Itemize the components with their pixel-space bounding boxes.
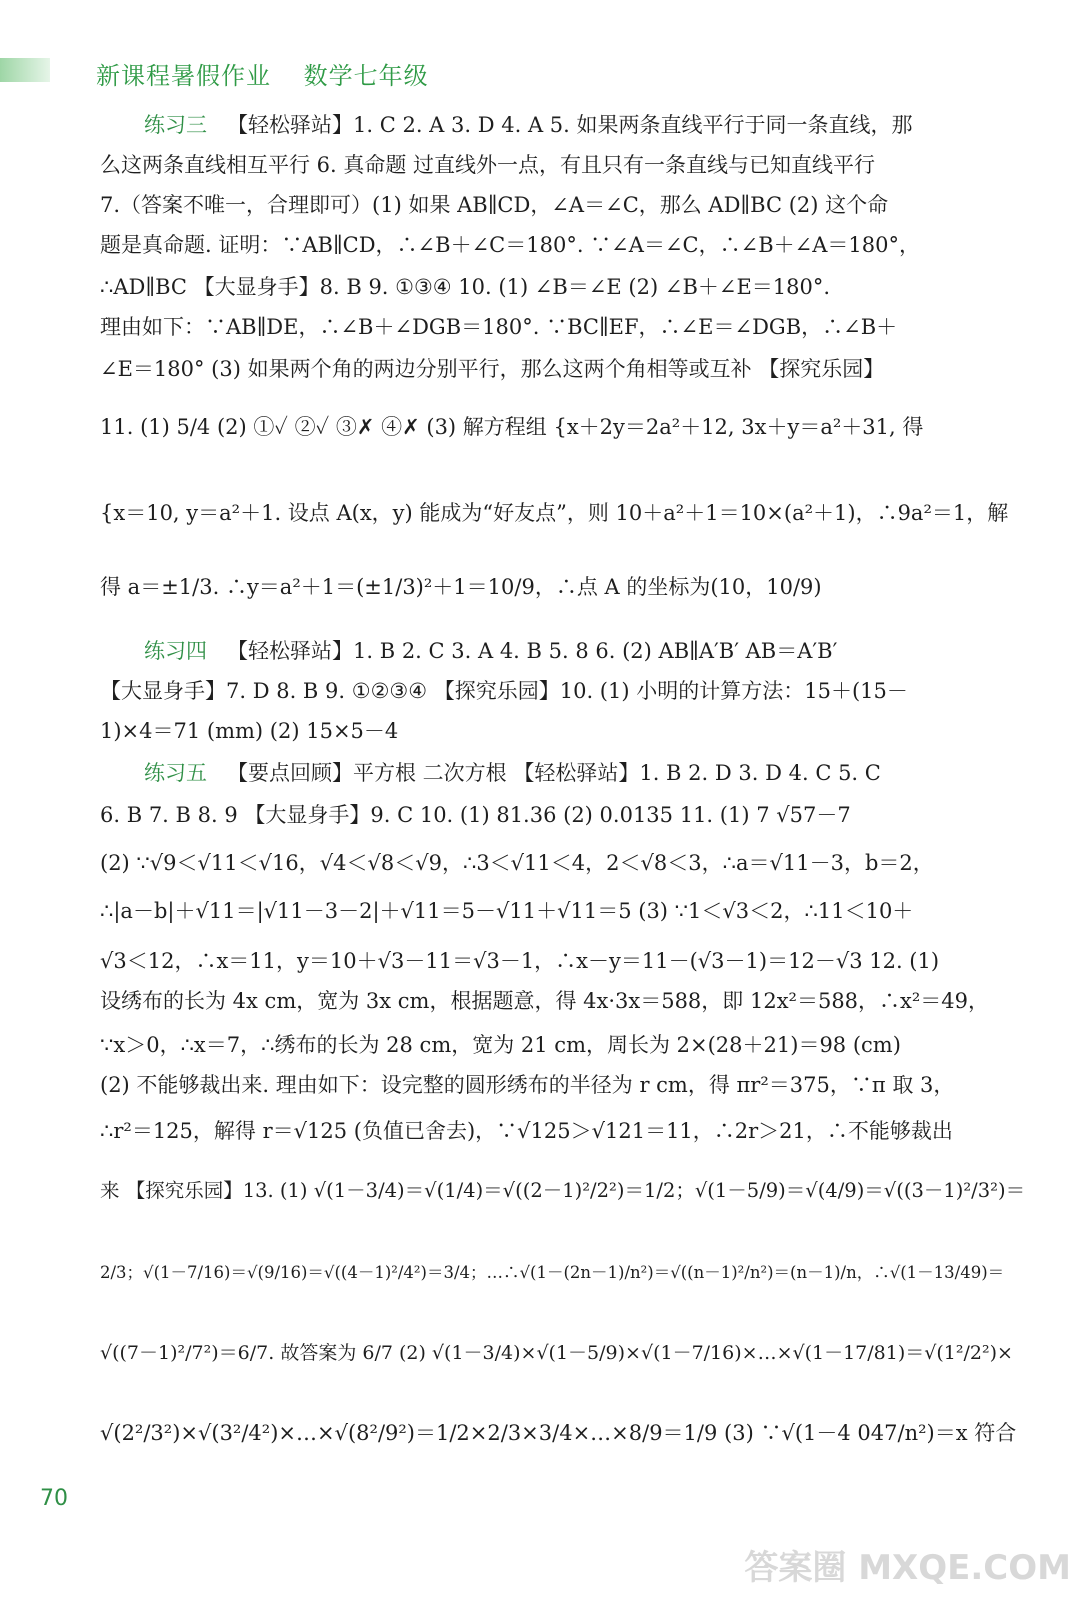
answer-line (100, 676, 1031, 706)
answer-line (100, 636, 1031, 666)
exercise-title: 练习五 (144, 761, 207, 785)
answer-text-line: 2/3；√(1－7/16)＝√(9/16)＝√((4－1)²/4²)＝3/4；…∴√(1－(2n－1)/n²)＝√((n－1)²/n²)＝(n－1)/n，∴√(1－13/49)＝ (100, 1263, 1005, 1282)
header-decoration (0, 58, 50, 82)
answer-line (100, 1070, 1031, 1100)
answer-line (100, 1258, 1031, 1288)
answer-line (100, 896, 1031, 926)
answer-text-line: 1)×4＝71 (mm) (2) 15×5－4 (100, 719, 399, 743)
exercise-title: 练习四 (144, 639, 207, 663)
watermark: 答案圈 MXQE.COM (744, 1548, 1071, 1588)
answer-line (100, 272, 1031, 302)
answer-text-line: 【轻松驿站】1. B 2. C 3. A 4. B 5. 8 6. (2) AB∥A′B′ AB＝A′B′ (227, 639, 838, 663)
answer-text-line: 理由如下：∵AB∥DE，∴∠B＋∠DGB＝180°. ∵BC∥EF，∴∠E＝∠DGB，∴∠B＋ (100, 315, 898, 339)
answer-line (100, 986, 1031, 1016)
answer-line (100, 354, 1031, 384)
answer-text-line: √(2²/3²)×√(3²/4²)×…×√(8²/9²)＝1/2×2/3×3/4×…×8/9＝1/9 (3) ∵√(1－4 047/n²)＝x 符合 (100, 1421, 1017, 1445)
book-title: 新课程暑假作业 (96, 62, 271, 90)
answer-line (100, 1176, 1031, 1206)
answer-line (100, 110, 1031, 140)
answer-text-line: 来 【探究乐园】13. (1) √(1－3/4)＝√(1/4)＝√((2－1)²/2²)＝1/2；√(1－5/9)＝√(4/9)＝√((3－1)²/3²)＝ (100, 1179, 1026, 1202)
answer-line (100, 498, 1031, 528)
answer-text-line: ∵x＞0，∴x＝7，∴绣布的长为 28 cm，宽为 21 cm，周长为 2×(28＋21)＝98 (cm) (100, 1033, 901, 1057)
subject-title: 数学七年级 (303, 62, 429, 90)
answer-line (100, 312, 1031, 342)
answer-line (100, 758, 1031, 788)
answer-text-line: (2) 不能够裁出来. 理由如下：设完整的圆形绣布的半径为 r cm，得 πr²＝375，∵π 取 3， (100, 1073, 955, 1097)
page-number: 70 (40, 1486, 68, 1511)
answer-line (100, 1338, 1031, 1368)
answer-text-line: ∴AD∥BC 【大显身手】8. B 9. ①③④ 10. (1) ∠B＝∠E (2) ∠B＋∠E＝180°. (100, 275, 831, 299)
answer-text-line: ∴|a－b|＋√11＝|√11－3－2|＋√11＝5－√11＋√11＝5 (3) ∵1＜√3＜2，∴11＜10＋ (100, 899, 914, 923)
answer-text-line: ∴r²＝125，解得 r＝√125 (负值已舍去)，∵√125＞√121＝11，∴2r＞21，∴不能够裁出 (100, 1119, 953, 1143)
answer-text-line: √((7－1)²/7²)＝6/7. 故答案为 6/7 (2) √(1－3/4)×√(1－5/9)×√(1－7/16)×…×√(1－17/81)＝√(1²/2²)× (100, 1342, 1013, 1364)
answer-text-line: 【大显身手】7. D 8. B 9. ①②③④ 【探究乐园】10. (1) 小明的计算方法：15＋(15－ (100, 679, 908, 703)
answer-text-line: 6. B 7. B 8. 9 【大显身手】9. C 10. (1) 81.36 (2) 0.0135 11. (1) 7 √57－7 (100, 803, 851, 827)
answer-text-line: 7.（答案不唯一，合理即可）(1) 如果 AB∥CD，∠A＝∠C，那么 AD∥BC (2) 这个命 (100, 193, 889, 217)
answer-text-line: 得 a＝±1/3. ∴y＝a²＋1＝(±1/3)²＋1＝10/9，∴点 A 的坐标为(10，10/9) (100, 575, 822, 599)
answer-text-line: 【要点回顾】平方根 二次方根 【轻松驿站】1. B 2. D 3. D 4. C 5. C (227, 761, 881, 785)
answer-line (100, 412, 1031, 442)
answer-text-line: 设绣布的长为 4x cm，宽为 3x cm，根据题意，得 4x·3x＝588，即 12x²＝588，∴x²＝49， (100, 989, 990, 1013)
answer-line (100, 150, 1031, 180)
exercise-title: 练习三 (144, 113, 207, 137)
answer-text-line: 11. (1) 5/4 (2) ①✓ ②✓ ③✗ ④✗ (3) 解方程组 {x＋2y＝2a²＋12, 3x＋y＝a²＋31, 得 (100, 415, 924, 439)
answer-text-line: √3＜12，∴x＝11，y＝10＋√3－11＝√3－1，∴x－y＝11－(√3－1)＝12－√3 12. (1) (100, 949, 940, 973)
answer-line (100, 572, 1031, 602)
answer-line (100, 190, 1031, 220)
answer-text-line: (2) ∵√9＜√11＜√16，√4＜√8＜√9，∴3＜√11＜4，2＜√8＜3，∴a＝√11－3，b＝2， (100, 851, 934, 875)
answer-text-line: ∠E＝180° (3) 如果两个角的两边分别平行，那么这两个角相等或互补 【探究乐园】 (100, 357, 885, 381)
answer-text-line: 么这两条直线相互平行 6. 真命题 过直线外一点，有且只有一条直线与已知直线平行 (100, 153, 876, 177)
answer-text-line: 【轻松驿站】1. C 2. A 3. D 4. A 5. 如果两条直线平行于同一条直线，那 (227, 113, 913, 137)
answer-line (100, 1116, 1031, 1146)
answer-line (100, 1030, 1031, 1060)
answer-line (100, 800, 1031, 830)
running-header (96, 56, 429, 91)
answer-line (100, 946, 1031, 976)
answer-text-line: {x＝10, y＝a²＋1. 设点 A(x，y) 能成为“好友点”，则 10＋a²＋1＝10×(a²＋1)，∴9a²＝1，解 (100, 501, 1009, 525)
answer-line (100, 230, 1031, 260)
answer-line (100, 848, 1031, 878)
answer-line (100, 1418, 1031, 1448)
answer-line (100, 716, 1031, 746)
answer-text-line: 题是真命题. 证明：∵AB∥CD，∴∠B＋∠C＝180°. ∵∠A＝∠C，∴∠B＋∠A＝180°， (100, 233, 920, 257)
